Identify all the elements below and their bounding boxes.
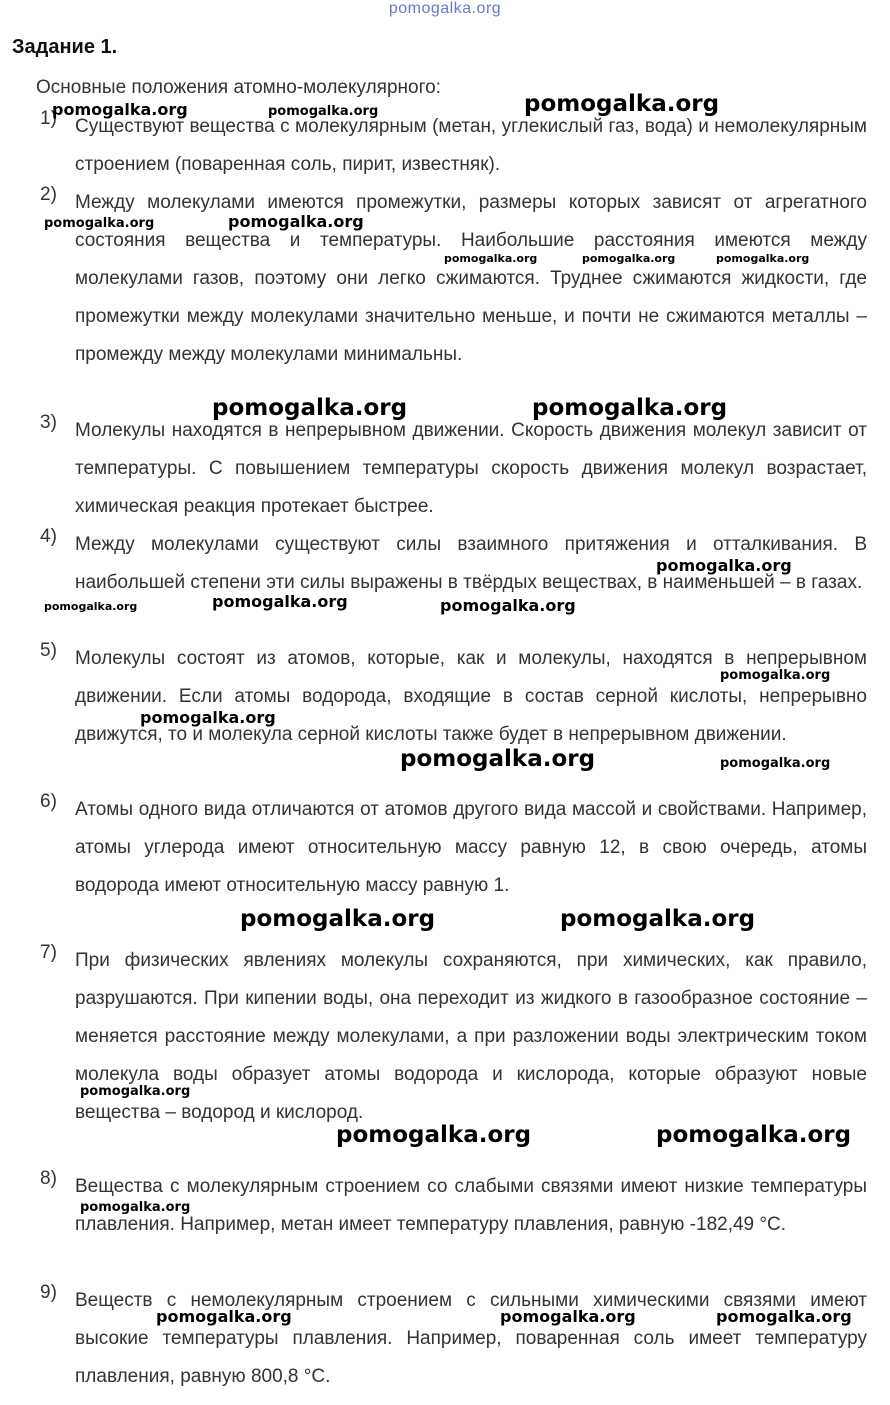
item-text: Молекулы состоят из атомов, которые, как и молекулы, находятся в непрерывном движении. Если атомы водорода, входящие в состав серной кислоты, непрерывно движутся, то и молекула серной кислоты также будет в непрерывном движении. — [75, 648, 867, 745]
item-text: Между молекулами имеются промежутки, размеры которых зависят от агрегатного состояния вещества и температуры. Наибольшие расстояния имеются между молекулами газов, поэтому они легко сжимаются. Труднее сжимаются жидкости, где промежутки между молекулами значительно меньше, и почти не сжимаются металлы – промежду между молекулами минимальны. — [75, 192, 867, 365]
watermark: pomogalka.org — [156, 1307, 292, 1326]
watermark: pomogalka.org — [44, 600, 138, 613]
item-text: При физических явлениях молекулы сохраняются, при химических, как правило, разрушаются. При кипении воды, она переходит из жидкого в газообразное состояние – меняется расстояние между молекулами, а при разложении воды электрическим током молекула воды образует атомы водорода и кислорода, которые образуют новые вещества – водород и кислород. — [75, 950, 867, 1123]
list-item-3 — [40, 412, 867, 526]
watermark: pomogalka.org — [212, 592, 348, 611]
item-text: Атомы одного вида отличаются от атомов другого вида массой и свойствами. Например, атомы углерода имеют относительную массу равную 12, в свою очередь, атомы водорода имеют относительную массу равную 1. — [75, 799, 867, 896]
item-text: Молекулы находятся в непрерывном движении. Скорость движения молекул зависит от температуры. С повышением температуры скорость движения молекул возрастает, химическая реакция протекает быстрее. — [75, 420, 867, 517]
list-item-6 — [40, 791, 867, 905]
item-number: 1) — [40, 108, 57, 129]
item-number: 5) — [40, 640, 57, 661]
watermark: pomogalka.org — [80, 1084, 191, 1099]
item-number: 3) — [40, 412, 57, 433]
watermark: pomogalka.org — [716, 252, 810, 265]
watermark: pomogalka.org — [140, 708, 276, 727]
list-item-7 — [40, 942, 867, 1132]
item-number: 4) — [40, 526, 57, 547]
item-text: Вещества с молекулярным строением со слабыми связями имеют низкие температуры плавления. Например, метан имеет температуру плавления, равную -182,49 °С. — [75, 1176, 867, 1235]
watermark: pomogalka.org — [336, 1122, 532, 1148]
watermark: pomogalka.org — [582, 252, 676, 265]
watermark: pomogalka.org — [400, 746, 596, 772]
list-item-1 — [40, 108, 867, 184]
watermark: pomogalka.org — [532, 395, 728, 421]
item-number: 8) — [40, 1168, 57, 1189]
watermark: pomogalka.org — [80, 1200, 191, 1215]
list-item-9 — [40, 1282, 867, 1396]
watermark: pomogalka.org — [524, 91, 720, 117]
list-item-5 — [40, 640, 867, 754]
watermark: pomogalka.org — [44, 216, 155, 231]
list-item-2 — [40, 184, 867, 374]
watermark: pomogalka.org — [268, 104, 379, 119]
item-number: 7) — [40, 942, 57, 963]
task-title: Задание 1. — [12, 36, 118, 58]
watermark: pomogalka.org — [52, 100, 188, 119]
item-text: Существуют вещества с молекулярным (метан, углекислый газ, вода) и немолекулярным строением (поваренная соль, пирит, известняк). — [75, 116, 867, 175]
item-number: 2) — [40, 184, 57, 205]
watermark: pomogalka.org — [440, 596, 576, 615]
intro-text: Основные положения атомно-молекулярного: — [36, 77, 441, 98]
item-text: Веществ с немолекулярным строением с сильными химическими связями имеют высокие температуры плавления. Например, поваренная соль имеет температуру плавления, равную 800,8 °С. — [75, 1290, 867, 1387]
watermark: pomogalka.org — [560, 906, 756, 932]
watermark: pomogalka.org — [716, 1307, 852, 1326]
site-header[interactable]: pomogalka.org — [388, 0, 502, 17]
watermark: pomogalka.org — [656, 1122, 852, 1148]
watermark: pomogalka.org — [444, 252, 538, 265]
item-text: Между молекулами существуют силы взаимного притяжения и отталкивания. В наибольшей степени эти силы выражены в твёрдых веществах, в наименьшей – в газах. — [75, 534, 867, 593]
watermark: pomogalka.org — [500, 1307, 636, 1326]
watermark: pomogalka.org — [228, 212, 364, 231]
watermark: pomogalka.org — [720, 756, 831, 771]
watermark: pomogalka.org — [720, 668, 831, 683]
item-number: 6) — [40, 791, 57, 812]
watermark: pomogalka.org — [656, 556, 792, 575]
watermark: pomogalka.org — [212, 395, 408, 421]
item-number: 9) — [40, 1282, 57, 1303]
watermark: pomogalka.org — [240, 906, 436, 932]
